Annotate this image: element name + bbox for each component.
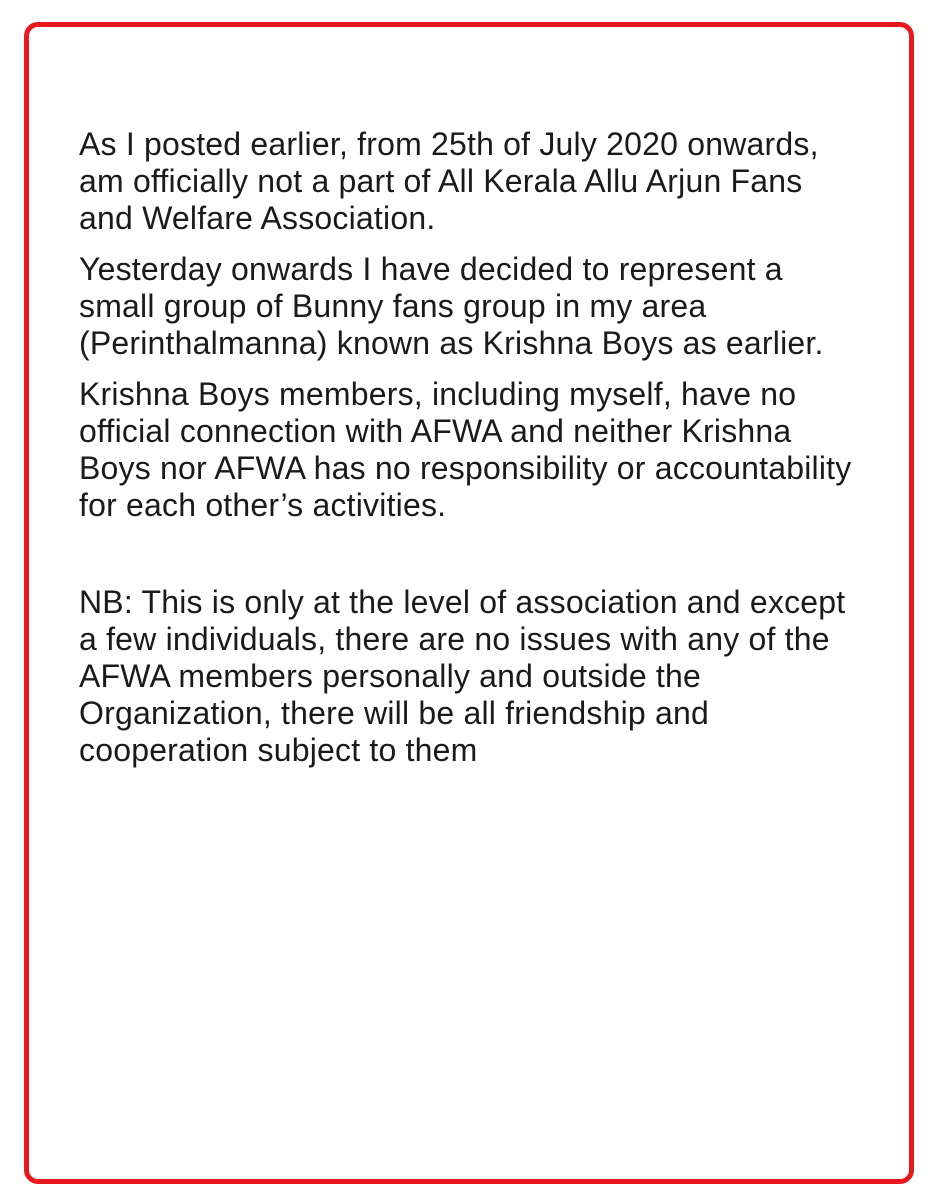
paragraph-nota-bene: NB: This is only at the level of association and except a few individuals, there are no issues with any of the AFWA members personally and outside the Organization, there will be all friendship and cooperation subject to them <box>79 584 846 768</box>
paragraph-departure: As I posted earlier, from 25th of July 2020 onwards, am officially not a part of All Kerala Allu Arjun Fans and Welfare Association. <box>79 126 819 236</box>
paragraph-krishna-boys: Yesterday onwards I have decided to represent a small group of Bunny fans group in my area (Perinthalmanna) known as Krishna Boys as earlier. <box>79 251 824 361</box>
paragraph-no-connection: Krishna Boys members, including myself, have no official connection with AFWA and neither Krishna Boys nor AFWA has no responsibility or accountability for each other’s activities. <box>79 376 852 523</box>
statement-frame <box>24 22 914 1184</box>
statement-body <box>79 126 859 783</box>
